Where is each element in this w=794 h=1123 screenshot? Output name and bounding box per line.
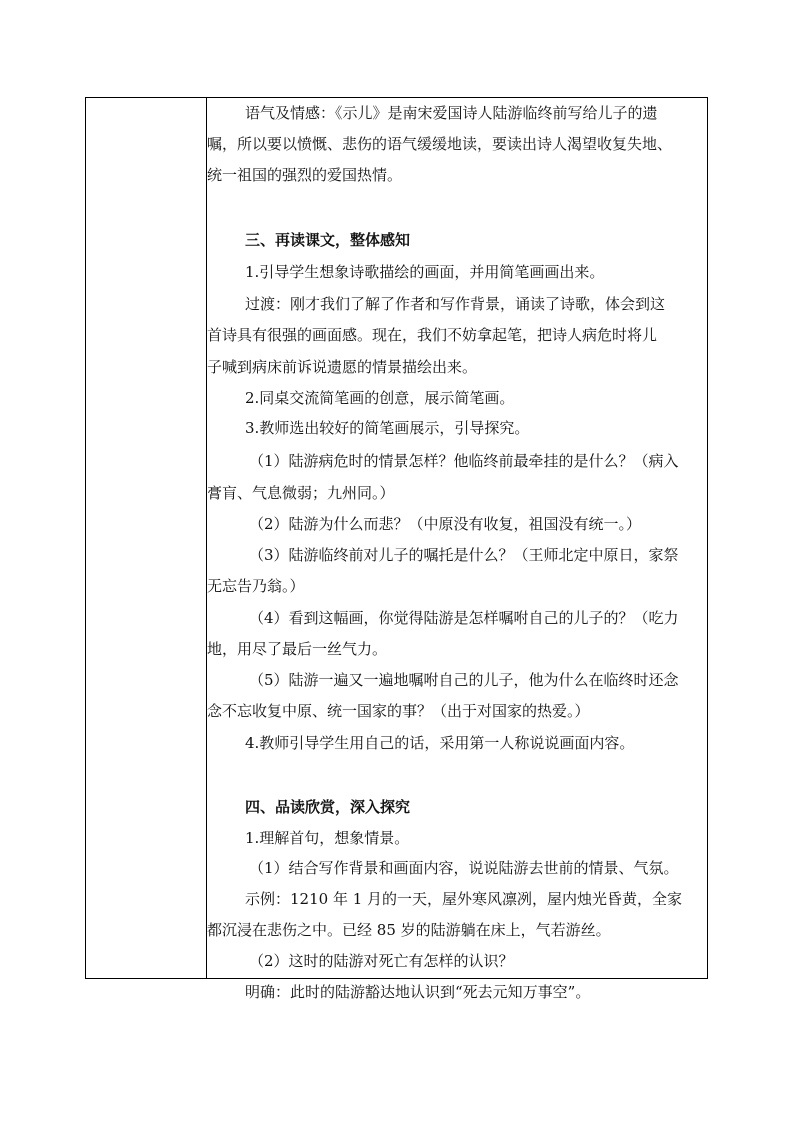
text-line: 首诗具有很强的画面感。现在，我们不妨拿起笔，把诗人病危时将儿 <box>207 326 658 344</box>
text-line: 3.教师选出较好的简笔画展示，引导探究。 <box>245 419 530 437</box>
text-line: （5）陆游一遍又一遍地嘱咐自己的儿子，他为什么在临终时还念 <box>249 671 679 689</box>
text-line: 嘱，所以要以愤慨、悲伤的语气缓缓地读，要读出诗人渴望收复失地、 <box>207 135 673 153</box>
text-line: 1.引导学生想象诗歌描绘的画面，并用简笔画画出来。 <box>245 263 605 281</box>
text-line: （3）陆游临终前对儿子的嘱托是什么？（王师北定中原日，家祭 <box>249 546 679 564</box>
section-heading-3: 三、再读课文，整体感知 <box>245 231 411 249</box>
section-heading-4: 四、品读欣赏，深入探究 <box>245 798 411 816</box>
text-line: 4.教师引导学生用自己的话，采用第一人称说说画面内容。 <box>245 734 635 752</box>
text-line: （4）看到这幅画，你觉得陆游是怎样嘱咐自己的儿子的？（吃力 <box>249 609 679 627</box>
text-line: 过渡：刚才我们了解了作者和写作背景，诵读了诗歌，体会到这 <box>245 295 666 313</box>
text-line: 膏肓、气息微弱；九州同。） <box>207 484 395 502</box>
text-line: 示例：1210 年 1 月的一天，屋外寒风凛冽，屋内烛光昏黄，全家 <box>245 890 683 908</box>
text-line: （1）陆游病危时的情景怎样？他临终前最牵挂的是什么？（病入 <box>249 452 679 470</box>
text-line: 语气及情感：《示儿》是南宋爱国诗人陆游临终前写给儿子的遗 <box>245 104 658 122</box>
text-line: 地，用尽了最后一丝气力。 <box>207 640 388 658</box>
text-line: 子喊到病床前诉说遗愿的情景描绘出来。 <box>207 358 478 376</box>
text-line: （1）结合写作背景和画面内容，说说陆游去世前的情景、气氛。 <box>249 859 679 877</box>
text-line: 统一祖国的强烈的爱国热情。 <box>207 166 403 184</box>
text-line: （2）这时的陆游对死亡有怎样的认识？ <box>249 952 514 970</box>
text-line: 2.同桌交流简笔画的创意，展示简笔画。 <box>245 389 515 407</box>
table-left-cell <box>86 98 207 978</box>
table-content-cell <box>207 98 707 1001</box>
text-line: 1.理解首句，想象情景。 <box>245 829 410 847</box>
text-line: 念不忘收复中原、统一国家的事？（出于对国家的热爱。） <box>207 702 590 720</box>
text-line: （2）陆游为什么而悲？（中原没有收复，祖国没有统一。） <box>249 515 642 533</box>
text-line: 都沉浸在悲伤之中。已经 85 岁的陆游躺在床上，气若游丝。 <box>207 921 611 939</box>
lesson-plan-table <box>85 97 708 1001</box>
text-line: 无忘告乃翁。） <box>207 577 305 595</box>
text-line: 明确：此时的陆游豁达地认识到“死去元知万事空”。 <box>245 983 591 1001</box>
